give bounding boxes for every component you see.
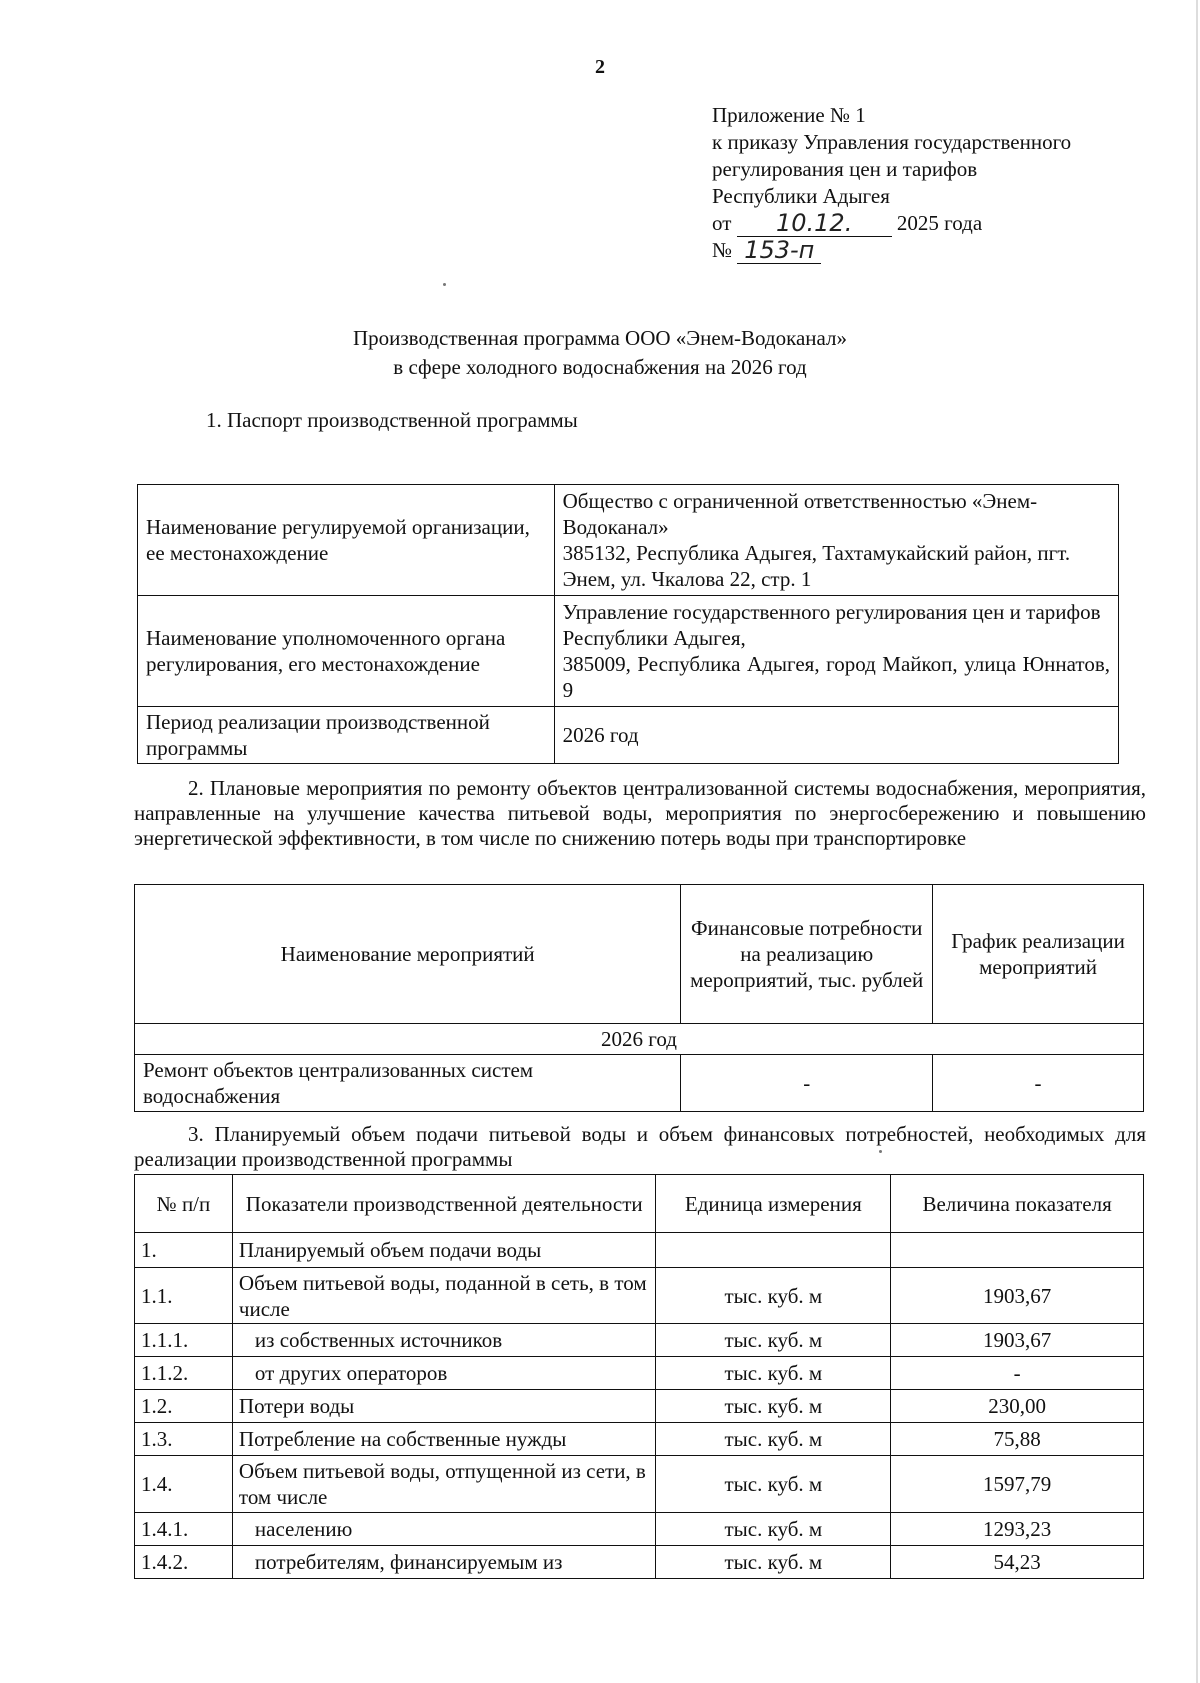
row-unit: тыс. куб. м: [656, 1423, 891, 1456]
scan-edge-line: [1196, 0, 1198, 1683]
table-row: [138, 596, 1119, 707]
annex-title: Приложение № 1: [712, 103, 866, 127]
measure-finance: -: [681, 1055, 933, 1112]
header-measure-name: Наименование мероприятий: [135, 885, 681, 1024]
row-unit: тыс. куб. м: [656, 1456, 891, 1513]
row-value: 54,23: [891, 1546, 1144, 1579]
table-row: [135, 1546, 1144, 1579]
header-value: Величина показателя: [891, 1175, 1144, 1233]
passport-value-line: 385009, Республика Адыгея, город Майкоп, улица Юннатов, 9: [562, 652, 1110, 702]
year-suffix: 2025 года: [896, 211, 983, 235]
title-line: Производственная программа ООО «Энем-Водоканал»: [352, 326, 847, 350]
indicators-table: [134, 1174, 1144, 1579]
measure-schedule: -: [933, 1055, 1144, 1112]
section-3-text: 3. Планируемый объем подачи питьевой воды и объем финансовых потребностей, необходимых для реализации производственной программы: [134, 1122, 1146, 1171]
table-row: [135, 1390, 1144, 1423]
from-label: от: [712, 211, 732, 235]
passport-value-line: Общество с ограниченной ответственностью «Энем-Водоканал»: [562, 489, 1038, 539]
document-title: [0, 324, 1200, 382]
title-line: в сфере холодного водоснабжения на 2026 год: [393, 355, 807, 379]
row-unit: тыс. куб. м: [656, 1546, 891, 1579]
section-2-text: 2. Плановые мероприятия по ремонту объектов централизованной системы водоснабжения, мероприятия, направленные на улучшение качества питьевой воды, мероприятия по энергосбережению и повышению энергетической эффективности, в том числе по снижению потерь воды при транспортировке: [134, 776, 1146, 850]
row-num: 1.1.: [135, 1268, 233, 1324]
passport-value-line: 385132, Республика Адыгея, Тахтамукайский район, пгт. Энем, ул. Чкалова 22, стр. 1: [562, 541, 1071, 591]
passport-value: [554, 596, 1118, 707]
row-value: 1597,79: [891, 1456, 1144, 1513]
row-unit: тыс. куб. м: [656, 1268, 891, 1324]
row-indicator: потребителям, финансируемым из: [232, 1546, 656, 1579]
annex-line: регулирования цен и тарифов: [712, 157, 978, 181]
row-indicator: Объем питьевой воды, поданной в сеть, в том числе: [232, 1268, 656, 1324]
header-num: № п/п: [135, 1175, 233, 1233]
table-row: [135, 1513, 1144, 1546]
header-finance: Финансовые потребности на реализацию мероприятий, тыс. рублей: [681, 885, 933, 1024]
scan-speck: [443, 283, 446, 286]
row-unit: тыс. куб. м: [656, 1390, 891, 1423]
table-row: [138, 485, 1119, 596]
row-indicator: из собственных источников: [232, 1324, 656, 1357]
row-value: 1903,67: [891, 1324, 1144, 1357]
table-row: [135, 1024, 1144, 1055]
row-indicator: Планируемый объем подачи воды: [232, 1233, 656, 1268]
passport-label: Наименование уполномоченного органа регулирования, его местонахождение: [138, 596, 555, 707]
measure-name: Ремонт объектов централизованных систем водоснабжения: [135, 1055, 681, 1112]
row-unit: тыс. куб. м: [656, 1513, 891, 1546]
table-row: [135, 1456, 1144, 1513]
table-row: [135, 1357, 1144, 1390]
section-1-title: 1. Паспорт производственной программы: [206, 408, 578, 432]
row-indicator: Потери воды: [232, 1390, 656, 1423]
number-field: [737, 236, 821, 264]
passport-table: [137, 484, 1119, 764]
passport-value-line: Управление государственного регулирования цен и тарифов Республики Адыгея,: [562, 600, 1101, 650]
table-row: [135, 1423, 1144, 1456]
row-indicator: от других операторов: [232, 1357, 656, 1390]
row-unit: [656, 1233, 891, 1268]
row-unit: тыс. куб. м: [656, 1324, 891, 1357]
row-num: 1.: [135, 1233, 233, 1268]
annex-number-line: [712, 237, 1152, 264]
row-num: 1.3.: [135, 1423, 233, 1456]
handwritten-date: 10.12.: [775, 209, 853, 237]
row-indicator: населению: [232, 1513, 656, 1546]
row-num: 1.4.2.: [135, 1546, 233, 1579]
passport-value-line: 2026 год: [562, 723, 639, 747]
annex-date-line: [712, 210, 1152, 237]
row-num: 1.4.1.: [135, 1513, 233, 1546]
date-field: [737, 209, 892, 237]
row-value: 1903,67: [891, 1268, 1144, 1324]
row-value: -: [891, 1357, 1144, 1390]
row-num: 1.2.: [135, 1390, 233, 1423]
table-header-row: [135, 1175, 1144, 1233]
row-value: 1293,23: [891, 1513, 1144, 1546]
header-schedule: График реализации мероприятий: [933, 885, 1144, 1024]
page-number: 2: [595, 56, 605, 78]
table-row: [135, 1324, 1144, 1357]
annex-line: Республики Адыгея: [712, 184, 890, 208]
passport-label: Период реализации производственной программы: [138, 707, 555, 764]
header-indicator: Показатели производственной деятельности: [232, 1175, 656, 1233]
number-label: №: [712, 238, 733, 262]
measures-table: [134, 884, 1144, 1112]
annex-line: к приказу Управления государственного: [712, 130, 1072, 154]
annex-header: [712, 102, 1152, 264]
passport-label: Наименование регулируемой организации, ее местонахождение: [138, 485, 555, 596]
header-unit: Единица измерения: [656, 1175, 891, 1233]
table-row: [135, 1268, 1144, 1324]
row-indicator: Объем питьевой воды, отпущенной из сети, в том числе: [232, 1456, 656, 1513]
row-value: 75,88: [891, 1423, 1144, 1456]
handwritten-number: 153-п: [744, 236, 815, 264]
row-num: 1.1.2.: [135, 1357, 233, 1390]
row-indicator: Потребление на собственные нужды: [232, 1423, 656, 1456]
row-num: 1.4.: [135, 1456, 233, 1513]
year-row: 2026 год: [135, 1024, 1144, 1055]
row-num: 1.1.1.: [135, 1324, 233, 1357]
row-value: [891, 1233, 1144, 1268]
row-unit: тыс. куб. м: [656, 1357, 891, 1390]
table-row: [135, 1233, 1144, 1268]
row-value: 230,00: [891, 1390, 1144, 1423]
passport-value: [554, 707, 1118, 764]
table-header-row: [135, 885, 1144, 1024]
passport-value: [554, 485, 1118, 596]
table-row: [135, 1055, 1144, 1112]
table-row: [138, 707, 1119, 764]
